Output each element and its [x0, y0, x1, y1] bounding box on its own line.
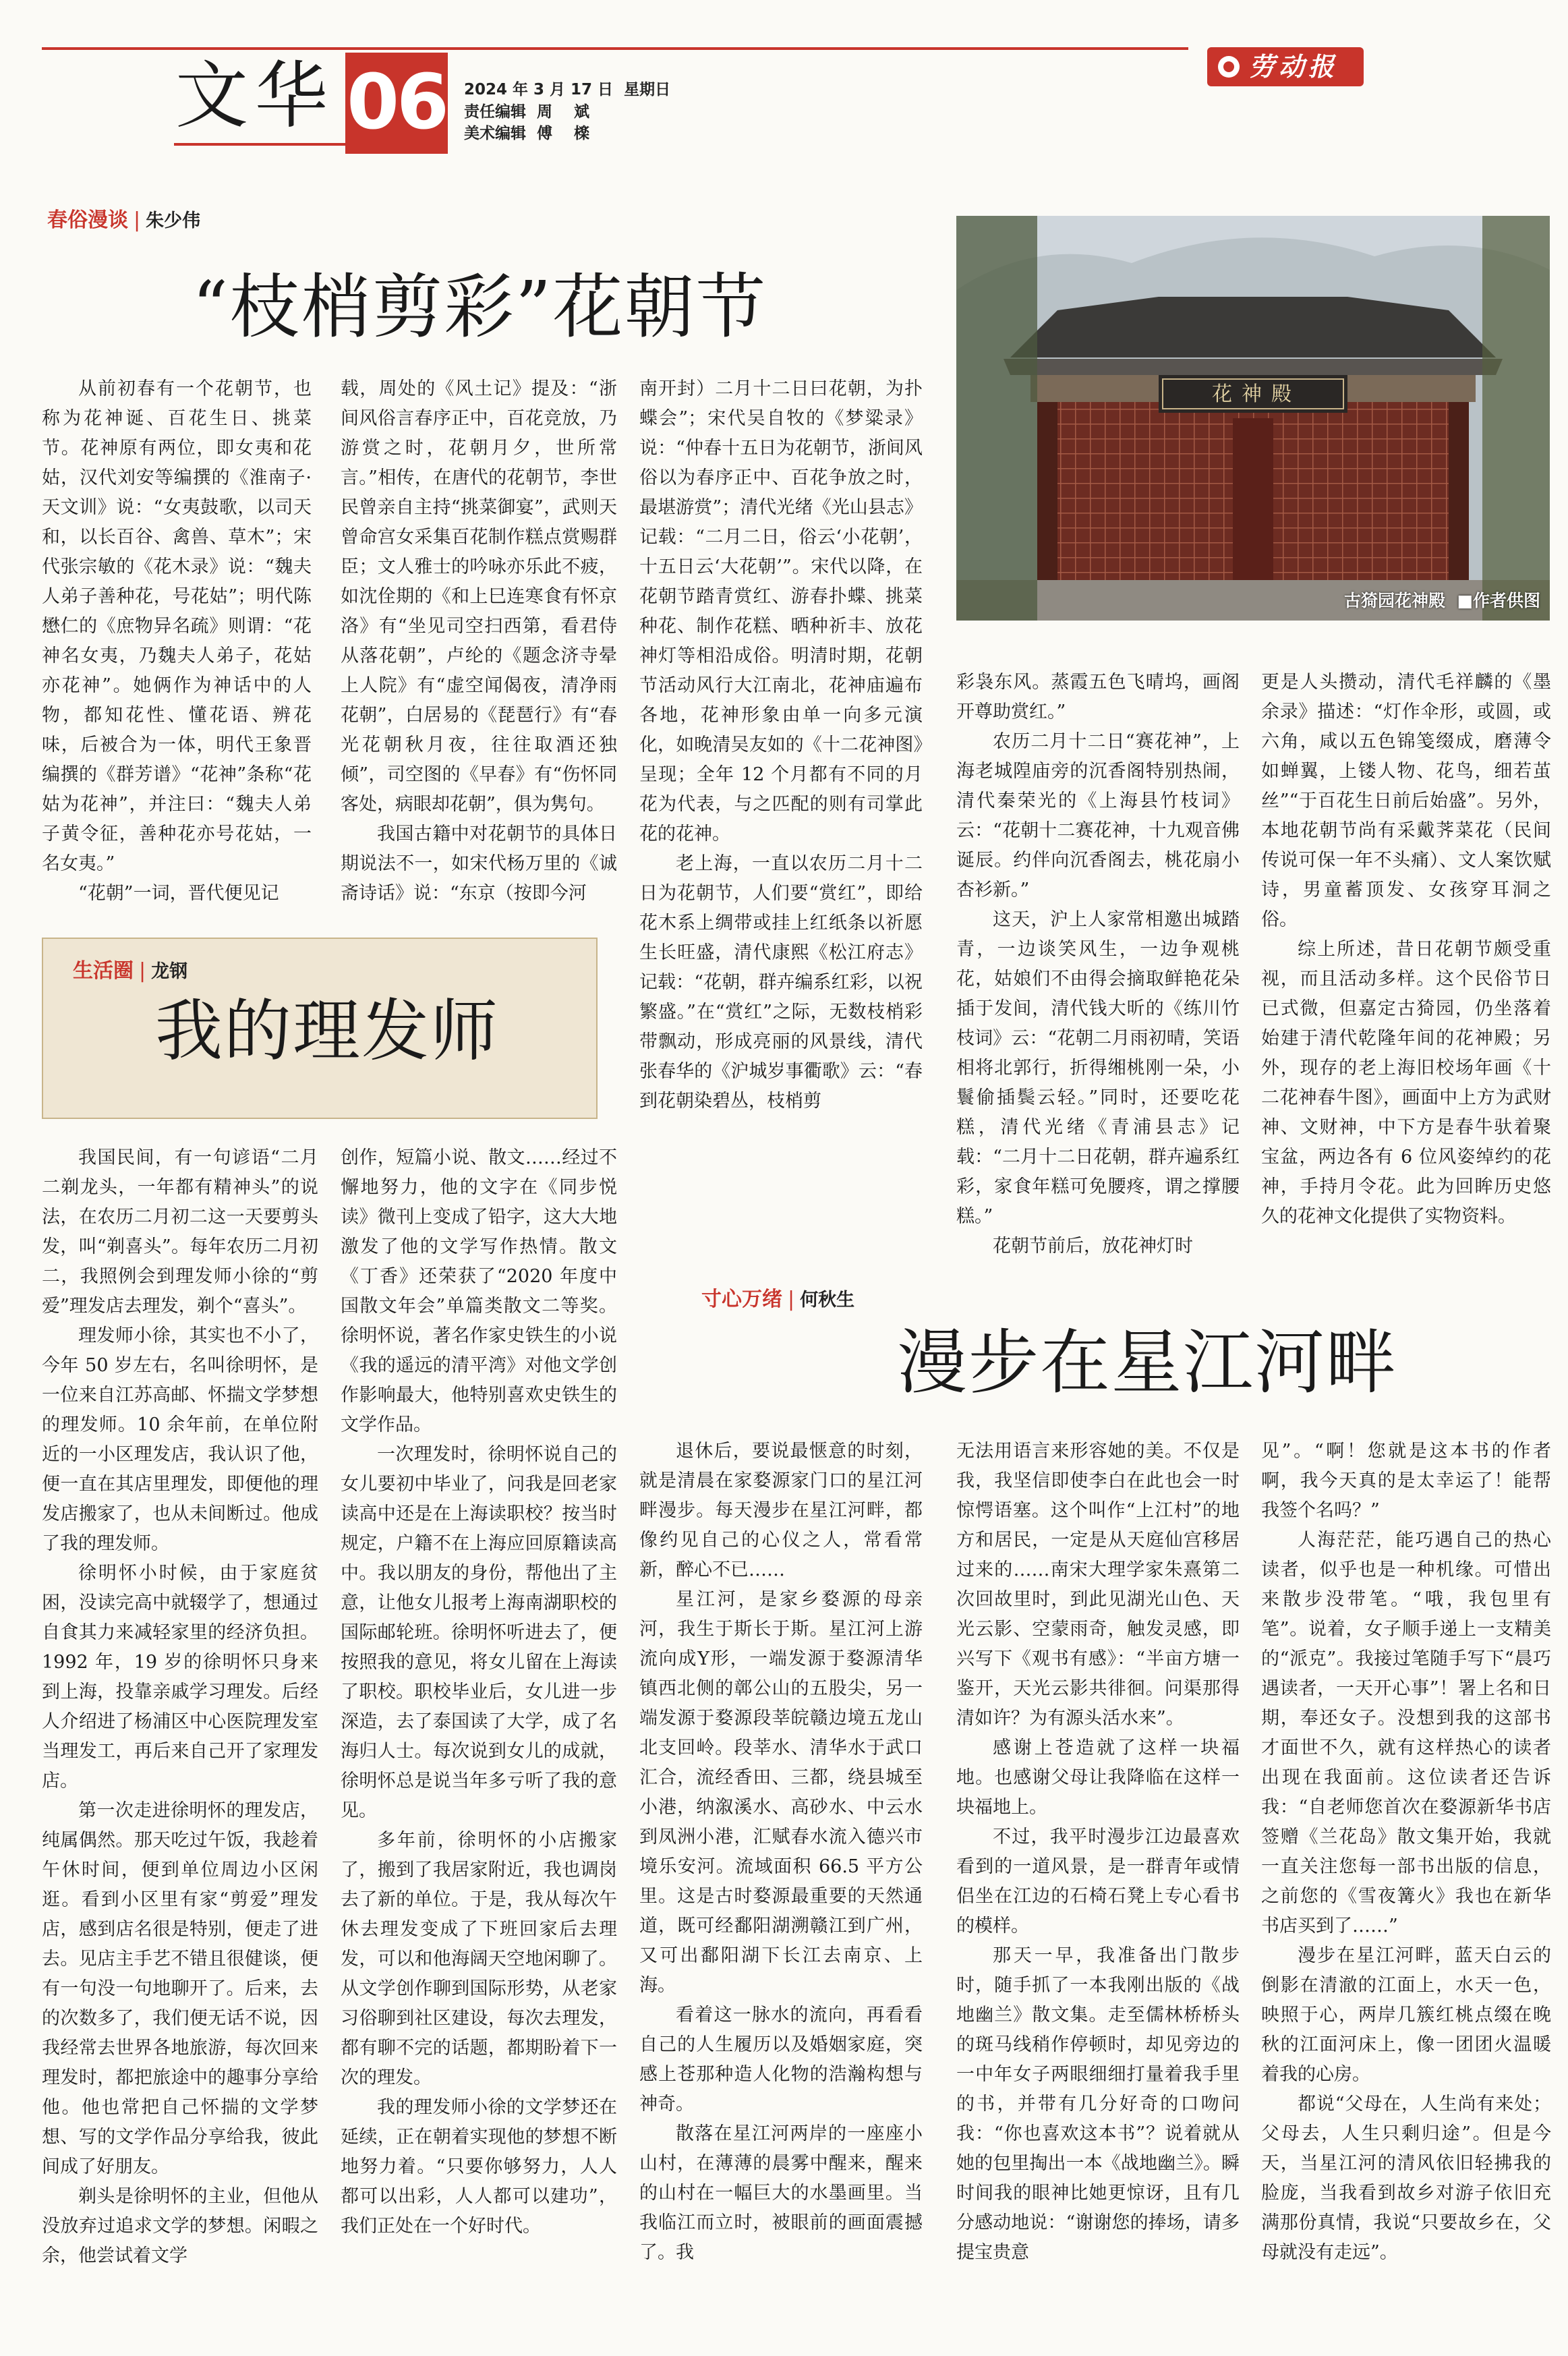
paragraph: 我的理发师小徐的文学梦还在延续，正在朝着实现他的梦想不断地努力着。“只要你够努力，人人都可以出彩，人人都可以建功”，我们正处在一个好时代。 [341, 2097, 617, 2237]
paragraph: 见”。“啊！您就是这本书的作者啊，我今天真的是太幸运了！能帮我签个名吗？” [1261, 1441, 1551, 1521]
paragraph: 理发师小徐，其实也不小了，今年 50 岁左右，名叫徐明怀，是一位来自江苏高邮、怀揣文学梦想的理发师。10 余年前，在单位附近的一小区理发店，我认识了他，便一直在其店里理发，即便他的理发店搬家了，也从未间断过。他成了我的理发师。 [42, 1325, 318, 1554]
logo-mark-icon-inner [1223, 61, 1234, 72]
paragraph: 散落在星江河两岸的一座座小山村，在薄薄的晨雾中醒来，醒来的山村在一幅巨大的水墨画里。当我临江而立时，被眼前的画面震撼了。我 [639, 2123, 923, 2263]
paragraph: 我国民间，有一句谚语“二月二剃龙头，一年都有精神头”的说法，在农历二月初二这一天要剪头发，叫“剃喜头”。每年农历二月初二，我照例会到理发师小徐的“剪爱”理发店去理发，剃个“喜头”。 [42, 1147, 318, 1317]
paragraph: 花朝节前后，放花神灯时 [993, 1236, 1193, 1257]
paragraph: 剃头是徐明怀的主业，但他从没放弃过追求文学的梦想。闲暇之余，他尝试着文学 [42, 2186, 318, 2266]
page-number: 06 [347, 59, 446, 146]
article1-column-5 [1261, 668, 1551, 1315]
article3-kicker [701, 1285, 854, 1315]
article2-column-1 [42, 1143, 318, 2344]
paragraph: “花朝”一词，晋代便见记 [78, 883, 279, 904]
article2-kicker [73, 956, 187, 987]
paragraph: 都说“父母在，人生尚有来处；父母去，人生只剩归途”。但是今天，当星江河的清风依旧轻拂我的脸庞，当我看到故乡对游子依旧充满那份真情，我说“只要故乡在，父母就没有走远”。 [1261, 2094, 1551, 2263]
paragraph: 从前初春有一个花朝节，也称为花神诞、百花生日、挑菜节。花神原有两位，即女夷和花姑，汉代刘安等编撰的《淮南子·天文训》说：“女夷鼓歌，以司天和，以长百谷、禽兽、草木”；宋代张宗敏的《花木录》说：“魏夫人弟子善种花，号花姑”；明代陈懋仁的《庶物异名疏》则谓：“花神名女夷，乃魏夫人弟子，花姑亦花神”。她俩作为神话中的人物，都知花性、懂花语、辨花味，后被合为一体，明代王象晋编撰的《群芳谱》“花神”条称“花姑为花神”，并注曰：“魏夫人弟子黄令征，善种花亦号花姑，一名女夷。” [42, 378, 312, 874]
article2-title: 我的理发师 [155, 992, 499, 1070]
masthead-top-rule [42, 47, 1188, 50]
paragraph: 徐明怀小时候，由于家庭贫困，没读完高中就辍学了，想通过自食其力来减轻家里的经济负担。1992 年，19 岁的徐明怀只身来到上海，投靠亲戚学习理发。后经人介绍进了杨浦区中心医院理发室当理发工，再后来自己开了家理发店。 [42, 1563, 318, 1791]
paragraph: 一次理发时，徐明怀说自己的女儿要初中毕业了，问我是回老家读高中还是在上海读职校？按当时规定，户籍不在上海应回原籍读高中。我以朋友的身份，帮他出了主意，让他女儿报考上海南湖职校的国际邮轮班。徐明怀听进去了，便按照我的意见，将女儿留在上海读了职校。职校毕业后，女儿进一步深造，去了泰国读了大学，成了名海归人士。每次说到女儿的成就，徐明怀总是说当年多亏听了我的意见。 [341, 1444, 617, 1821]
paragraph: 创作，短篇小说、散文……经过不懈地努力，他的文字在《同步悦读》微刊上变成了铅字，这大大地激发了他的文学写作热情。散文《丁香》还荣获了“2020 年度中国散文年会”单篇类散文二等奖。徐明怀说，著名作家史铁生的小说《我的遥远的清平湾》对他文学创作影响最大，他特别喜欢史铁生的文学作品。 [341, 1147, 617, 1435]
paragraph: 南开封）二月十二日曰花朝，为扑蝶会”；宋代吴自牧的《梦粱录》说：“仲春十五日为花朝节，浙间风俗以为春序正中、百花争放之时，最堪游赏”；清代光绪《光山县志》记载：“二月二日，俗云‘小花朝’，十五日云‘大花朝’”。宋代以降，在花朝节踏青赏红、游春扑蝶、挑菜种花、制作花糕、晒种祈丰、放花神灯等相沿成俗。明清时期，花朝节活动风行大江南北，花神庙遍布各地，花神形象由单一向多元演化，如晚清吴友如的《十二花神图》呈现；全年 12 个月都有不同的月花为代表，与之匹配的则有司掌此花的花神。 [639, 378, 923, 844]
article1-kicker [47, 206, 200, 236]
photo-caption: 古猗园花神殿 ■作者供图 [1343, 591, 1540, 610]
article1-column-1 [42, 374, 312, 904]
kicker-separator: | [788, 1288, 795, 1311]
responsible-editor: 责任编辑 周 斌 [464, 103, 590, 121]
issue-date: 2024 年 3 月 17 日 星期日 [464, 81, 671, 98]
article3-column-name: 寸心万绪 [701, 1288, 782, 1311]
logo-text: 劳动报 [1249, 51, 1339, 82]
article1-column-name: 春俗漫谈 [47, 208, 128, 232]
paragraph: 第一次走进徐明怀的理发店，纯属偶然。那天吃过午饭，我趁着午休时间，便到单位周边小区闲逛。看到小区里有家“剪爱”理发店，感到店名很是特别，便走了进去。见店主手艺不错且很健谈，便有一句没一句地聊开了。后来，去的次数多了，我们便无话不说，因我经常去世界各地旅游，每次回来理发时，都把旅途中的趣事分享给他。他也常把自己怀揣的文学梦想、写的文学作品分享给我，彼此间成了好朋友。 [42, 1800, 318, 2177]
article1-title: “枝梢剪彩”花朝节 [192, 266, 767, 348]
paragraph: 农历二月十二日“赛花神”，上海老城隍庙旁的沉香阁特别热闹，清代秦荣光的《上海县竹枝词》云：“花朝十二赛花神，十九观音佛诞辰。约伴向沉香阁去，桃花扇小杏衫新。” [956, 731, 1240, 900]
article1-author: 朱少伟 [146, 210, 201, 231]
paragraph: 人海茫茫，能巧遇自己的热心读者，似乎也是一种机缘。可惜出来散步没带笔。“哦，我包里有笔”。说着，女子顺手递上一支精美的“派克”。我接过笔随手写下“晨巧遇读者，一天开心事”！署上名和日期，奉还女子。没想到我的这部书才面世不久，就有这样热心的读者出现在我面前。这位读者还告诉我：“自老师您首次在婺源新华书店签赠《兰花岛》散文集开始，我就一直关注您每一部书出版的信息，之前您的《雪夜篝火》我也在新华书店买到了……” [1261, 1530, 1551, 1936]
article2-author: 龙钢 [151, 961, 188, 982]
paragraph: 那天一早，我准备出门散步时，随手抓了一本我刚出版的《战地幽兰》散文集。走至儒林桥桥头的斑马线稍作停顿时，却见旁边的一中年女子两眼细细打量着我手里的书，并带有几分好奇的口吻问我：“你也喜欢这本书”？说着就从她的包里掏出一本《战地幽兰》。瞬时间我的眼神比她更惊讶，且有几分感动地说：“谢谢您的捧场，请多提宝贵意 [956, 1945, 1240, 2263]
article3-column-2 [956, 1437, 1240, 2340]
art-editor: 美术编辑 傅 檪 [464, 125, 590, 142]
article1-column-4 [956, 668, 1240, 1315]
article3-column-3 [1261, 1437, 1551, 2340]
paragraph: 感谢上苍造就了这样一块福地。也感谢父母让我降临在这样一块福地上。 [956, 1737, 1240, 1818]
article3-author: 何秋生 [800, 1290, 855, 1311]
kicker-separator: | [134, 208, 141, 232]
paragraph: 综上所述，昔日花朝节颇受重视，而且活动多样。这个民俗节日已式微，但嘉定古猗园，仍坐落着始建于清代乾隆年间的花神殿；另外，现存的老上海旧校场年画《十二花神春牛图》，画面中上方为武财神、文财神，中下方是春牛驮着聚宝盆，两边各有 6 位风姿绰约的花神，手持月令花。此为回眸历史悠久的花神文化提供了实物资料。 [1261, 939, 1551, 1227]
kicker-separator: | [139, 959, 146, 983]
article3-title: 漫步在星江河畔 [897, 1321, 1398, 1404]
paragraph: 漫步在星江河畔，蓝天白云的倒影在清澈的江面上，水天一色，映照于心，两岸几簇红桃点缀在晚秋的江面河床上，像一团团火温暖着我的心房。 [1261, 1945, 1551, 2085]
article2-column-2 [341, 1143, 617, 2344]
temple-photo-svg [956, 216, 1550, 621]
paragraph: 彩袅东风。蒸霞五色飞晴坞，画阁开尊助赏红。” [956, 672, 1240, 722]
paragraph: 无法用语言来形容她的美。不仅是我，我坚信即使李白在此也会一时惊愕语塞。这个叫作“上江村”的地方和居民，一定是从天庭仙宫移居过来的……南宋大理学家朱熹第二次回故里时，到此见湖光山色、天光云影、空蒙雨奇，触发灵感，即兴写下《观书有感》：“半亩方塘一鉴开，天光云影共徘徊。问渠那得清如许？为有源头活水来”。 [956, 1441, 1240, 1729]
paragraph: 星江河，是家乡婺源的母亲河，我生于斯长于斯。星江河上游流向成Y形，一端发源于婺源清华镇西北侧的鄣公山的五股尖，另一端发源于婺源段莘皖赣边境五龙山北支回岭。段莘水、清华水于武口汇合，流经香田、三都，绕县城至小港，纳溆溪水、高砂水、中云水到凤洲小港，汇赋春水流入德兴市境乐安河。流域面积 66.5 平方公里。这是古时婺源最重要的天然通道，既可经鄱阳湖溯赣江到广州，又可出鄱阳湖下长江去南京、上海。 [639, 1589, 923, 1996]
article1-column-3 [639, 374, 923, 1319]
article3-column-1 [639, 1437, 923, 2340]
paragraph: 不过，我平时漫步江边最喜欢看到的一道风景，是一群青年或情侣坐在江边的石椅石凳上专心看书的模样。 [956, 1827, 1240, 1936]
paragraph: 我国古籍中对花朝节的具体日期说法不一，如宋代杨万里的《诚斋诗话》说：“东京（按即今河 [341, 824, 617, 904]
section-title-underline [174, 143, 351, 146]
paragraph: 这天，沪上人家常相邀出城踏青，一边谈笑风生，一边争观桃花，姑娘们不由得会摘取鲜艳花朵插于发间，清代钱大昕的《练川竹枝词》云：“花朝二月雨初晴，笑语相将北郭行，折得缃桃刚一朵，小鬟偷插鬓云轻。”同时，还要吃花糕，清代光绪《青浦县志》记载：“二月十二日花朝，群卉遍系红彩，家食年糕可免腰疼，谓之撑腰糕。” [956, 909, 1240, 1227]
article2-column-name: 生活圈 [73, 959, 134, 983]
paragraph: 退休后，要说最惬意的时刻，就是清晨在家婺源家门口的星江河畔漫步。每天漫步在星江河畔，都像约见自己的心仪之人，常看常新，醉心不已…… [639, 1441, 923, 1580]
paragraph: 看着这一脉水的流向，再看看自己的人生履历以及婚姻家庭，突感上苍那种造人化物的浩瀚构想与神奇。 [639, 2005, 923, 2115]
paragraph: 更是人头攒动，清代毛祥麟的《墨余录》描述：“灯作伞形，或圆，或六角，咸以五色锦笺缀成，磨薄令如蝉翼，上镂人物、花鸟，细若茧丝”“于百花生日前后始盛”。另外，本地花朝节尚有采戴荠菜花（民间传说可保一年不头痛）、文人案饮赋诗，男童蓄顶发、女孩穿耳洞之俗。 [1261, 672, 1551, 930]
article1-column-2 [341, 374, 617, 904]
section-title: 文华 [175, 54, 335, 138]
temple-photo [956, 216, 1550, 621]
newspaper-logo [1207, 47, 1364, 86]
temple-plaque-text: 花神殿 [1212, 382, 1301, 406]
paragraph: 载，周处的《风土记》提及：“浙间风俗言春序正中，百花竞放，乃游赏之时，花朝月夕，世所常言。”相传，在唐代的花朝节，李世民曾亲自主持“挑菜御宴”，武则天曾命宫女采集百花制作糕点赏赐群臣；文人雅士的吟咏亦乐此不疲，如沈佺期的《和上巳连寒食有怀京洛》有“坐见司空扫西第，看君侍从落花朝”，卢纶的《题念济寺晕上人院》有“虚空闻偈夜，清净雨花朝”，白居易的《琵琶行》有“春光花朝秋月夜，往往取酒还独倾”，司空图的《早春》有“伤怀同客处，病眼却花朝”，俱为隽句。 [341, 378, 617, 815]
paragraph: 多年前，徐明怀的小店搬家了，搬到了我居家附近，我也调岗去了新的单位。于是，我从每次午休去理发变成了下班回家后去理发，可以和他海阔天空地闲聊了。从文学创作聊到国际形势，从老家习俗聊到社区建设，每次去理发，都有聊不完的话题，都期盼着下一次的理发。 [341, 1830, 617, 2088]
paragraph: 老上海，一直以农历二月十二日为花朝节，人们要“赏红”，即给花木系上绸带或挂上红纸条以祈愿生长旺盛，清代康熙《松江府志》记载：“花朝，群卉编系红彩，以祝繁盛。”在“赏红”之际，无数枝梢彩带飘动，形成亮丽的风景线，清代张春华的《沪城岁事衢歌》云：“春到花朝染碧丛，枝梢剪 [639, 853, 923, 1112]
